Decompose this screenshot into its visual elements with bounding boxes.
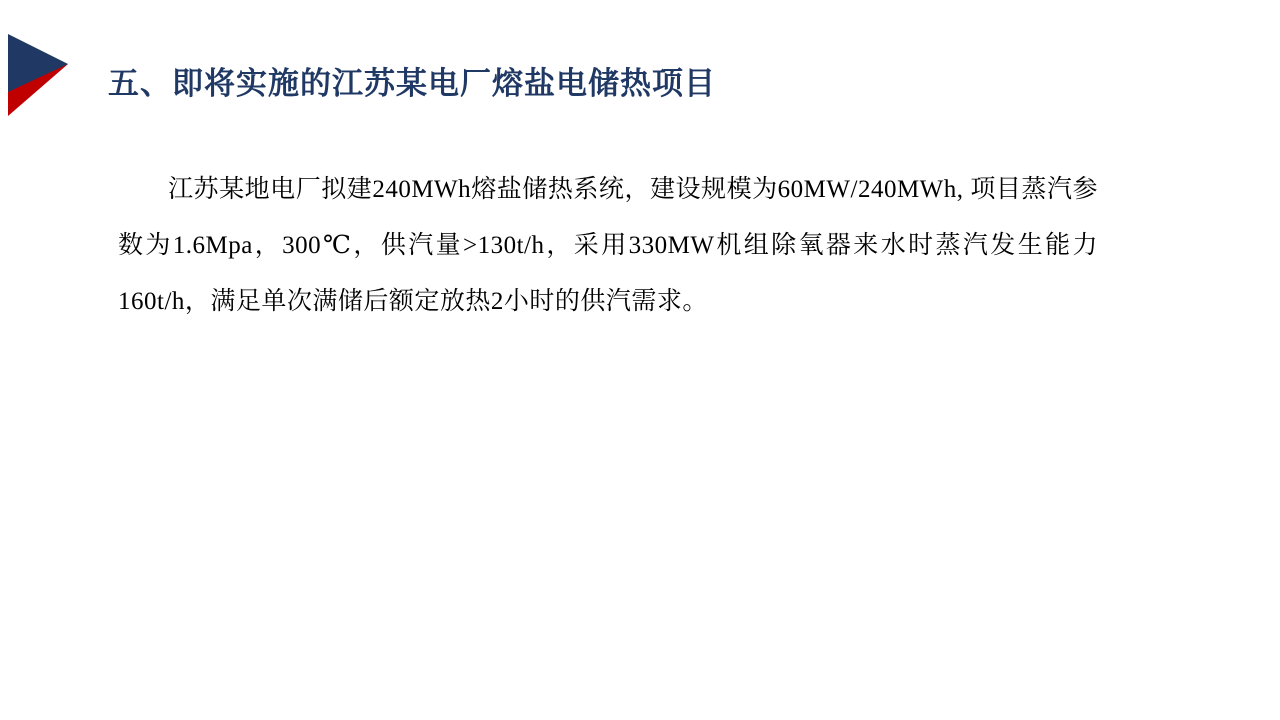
body-paragraph: 江苏某地电厂拟建240MWh熔盐储热系统，建设规模为60MW/240MWh, 项目蒸汽参数为1.6Mpa，300℃，供汽量>130t/h，采用330MW机组除氧器来水时蒸汽发生能力160t/h，满足单次满储后额定放热2小时的供汽需求。: [118, 176, 1098, 315]
page-title: 五、即将实施的江苏某电厂熔盐电储热项目: [108, 66, 716, 101]
arrow-flag-icon: [8, 34, 80, 116]
